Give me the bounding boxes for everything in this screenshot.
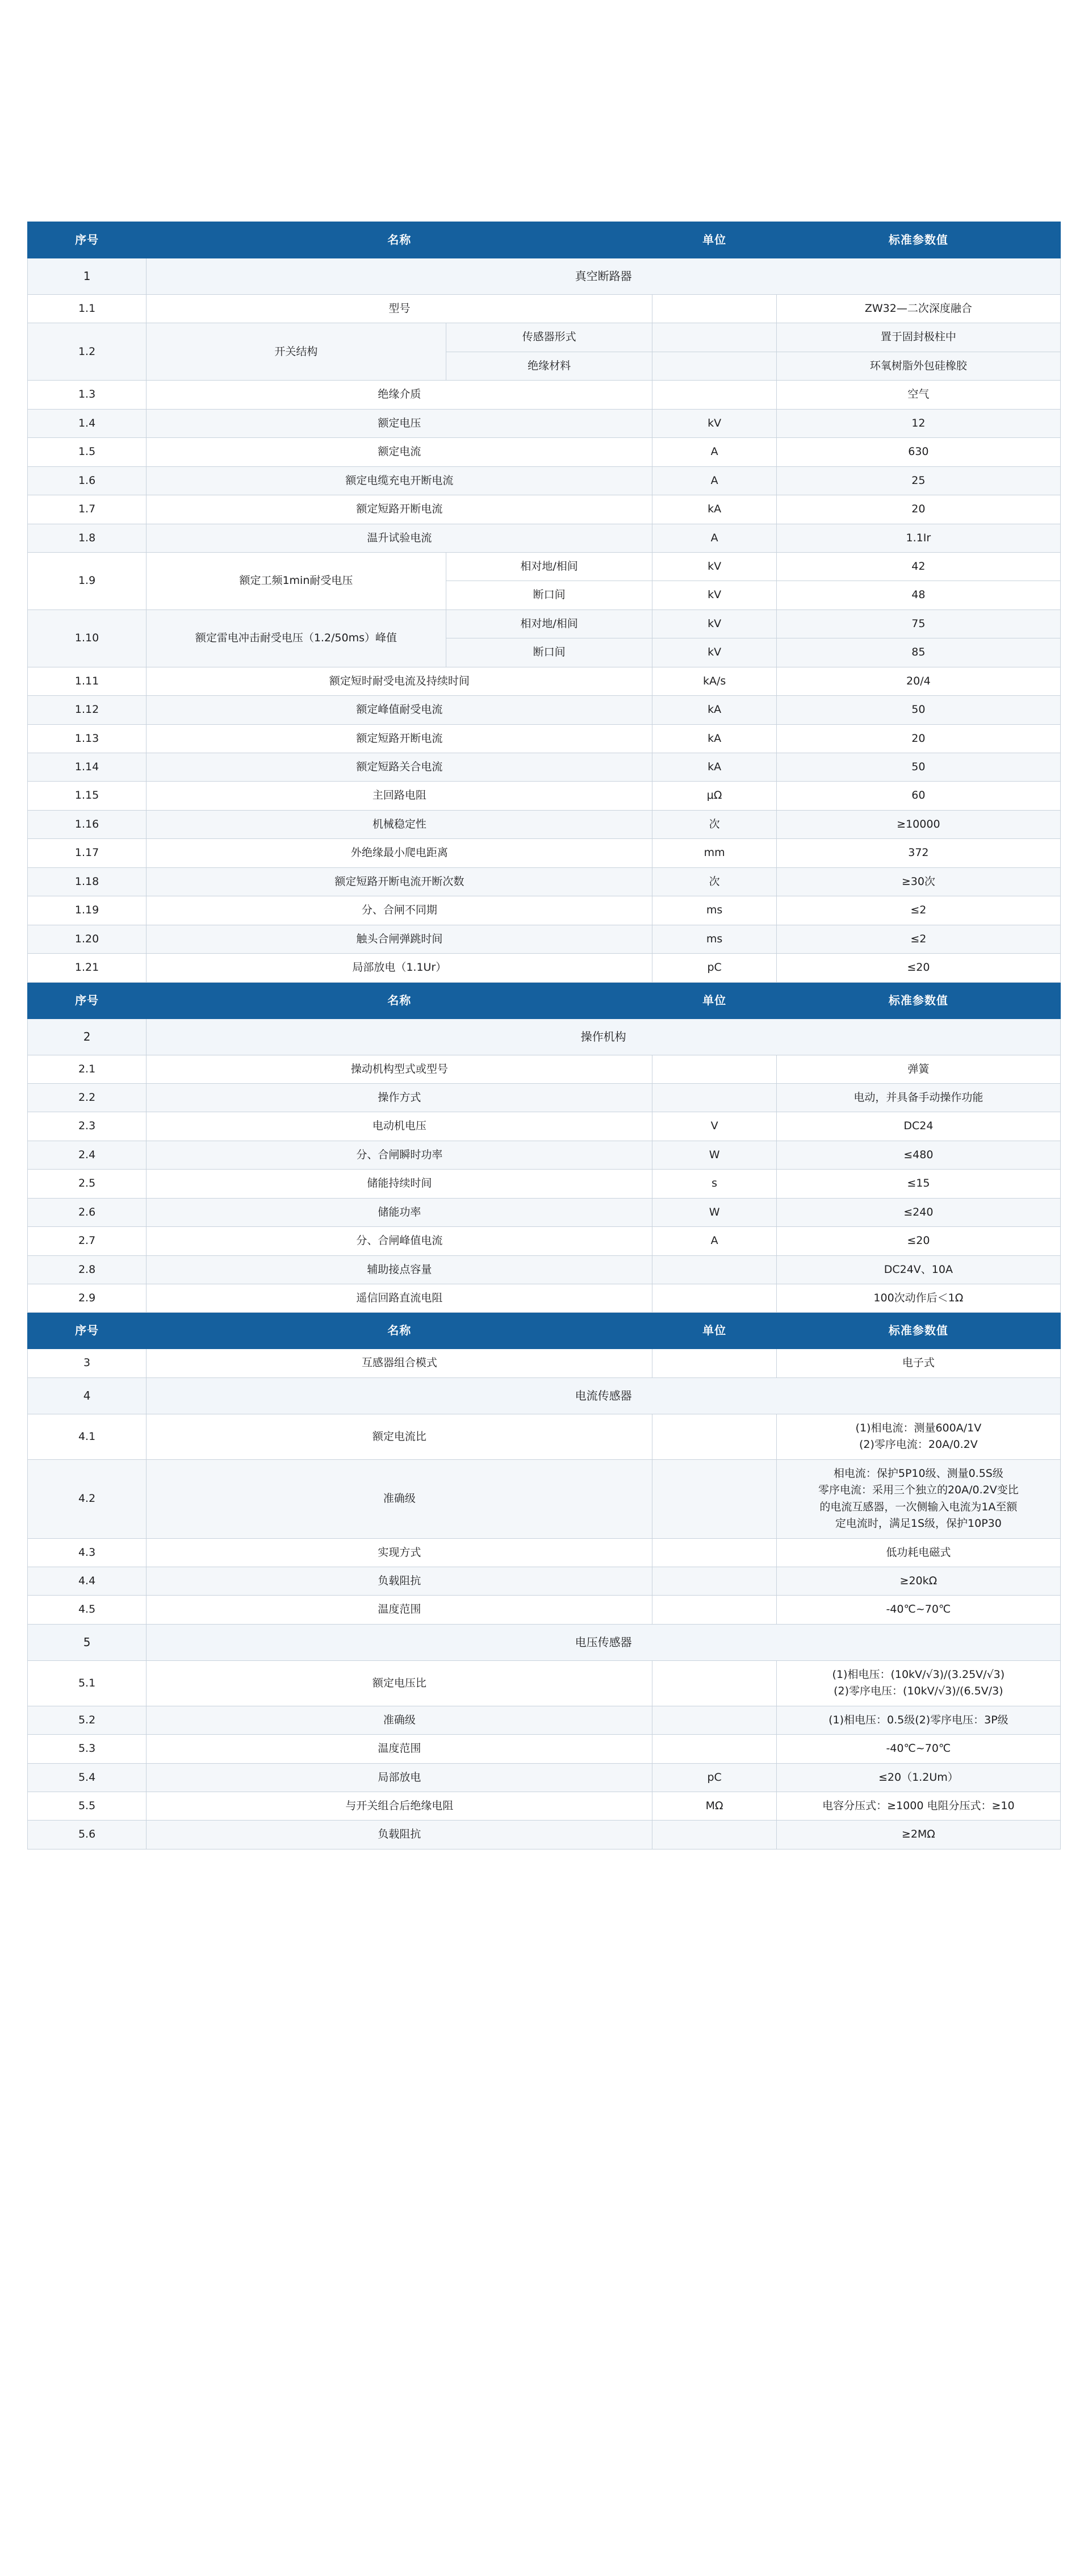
row-name: 开关结构 (147, 323, 446, 381)
row-no: 1.4 (28, 409, 147, 437)
row-name: 温度范围 (147, 1596, 652, 1624)
row-name: 额定电压比 (147, 1660, 652, 1706)
row-name: 准确级 (147, 1459, 652, 1538)
row-unit: μΩ (652, 782, 776, 810)
row-name: 电动机电压 (147, 1112, 652, 1141)
header-name: 名称 (147, 1313, 652, 1349)
table-row (28, 1055, 1061, 1083)
row-name: 主回路电阻 (147, 782, 652, 810)
table-row (28, 438, 1061, 466)
table-row (28, 839, 1061, 867)
row-value: ≤2 (776, 925, 1060, 953)
row-unit (652, 295, 776, 323)
row-no: 2.6 (28, 1198, 147, 1226)
row-unit (652, 1459, 776, 1538)
row-name: 温度范围 (147, 1735, 652, 1763)
row-no: 1.10 (28, 609, 147, 667)
table-row (28, 1227, 1061, 1255)
row-no: 1.9 (28, 552, 147, 609)
row-no: 3 (28, 1349, 147, 1377)
table-row (28, 323, 1061, 352)
row-unit: MΩ (652, 1792, 776, 1821)
row-subname: 相对地/相间 (446, 552, 652, 581)
section-no: 4 (28, 1377, 147, 1414)
row-unit: pC (652, 1763, 776, 1792)
row-value: 电子式 (776, 1349, 1060, 1377)
table-row (28, 1660, 1061, 1706)
table-row (28, 1596, 1061, 1624)
row-name: 局部放电（1.1Ur） (147, 954, 652, 982)
row-no: 1.20 (28, 925, 147, 953)
row-no: 1.15 (28, 782, 147, 810)
row-no: 2.5 (28, 1170, 147, 1198)
value-line: 相电流：保护5P10级、测量0.5S级 (833, 1467, 1003, 1480)
row-unit: kA (652, 753, 776, 782)
row-name: 额定电流比 (147, 1414, 652, 1459)
table-row (28, 552, 1061, 581)
row-name: 分、合闸峰值电流 (147, 1227, 652, 1255)
table-row (28, 696, 1061, 724)
row-name: 额定峰值耐受电流 (147, 696, 652, 724)
row-unit (652, 1083, 776, 1112)
specification-table (27, 222, 1061, 1849)
table-row (28, 1821, 1061, 1849)
section-no: 1 (28, 258, 147, 295)
row-unit: A (652, 466, 776, 495)
table-row (28, 295, 1061, 323)
table-row (28, 925, 1061, 953)
table-row (28, 1567, 1061, 1595)
row-no: 2.1 (28, 1055, 147, 1083)
row-no: 1.5 (28, 438, 147, 466)
row-unit (652, 1821, 776, 1849)
row-unit (652, 1567, 776, 1595)
row-value: ≤240 (776, 1198, 1060, 1226)
header-value: 标准参数值 (776, 1313, 1060, 1349)
row-unit: kV (652, 552, 776, 581)
table-row (28, 609, 1061, 638)
table-row (28, 1112, 1061, 1141)
row-value: ≤2 (776, 896, 1060, 925)
header-no: 序号 (28, 982, 147, 1018)
row-name: 绝缘介质 (147, 381, 652, 409)
row-unit (652, 1735, 776, 1763)
row-no: 1.18 (28, 867, 147, 896)
row-unit (652, 1538, 776, 1567)
row-value: 20 (776, 724, 1060, 753)
row-name: 额定电压 (147, 409, 652, 437)
table-row (28, 1414, 1061, 1459)
row-unit: kA (652, 696, 776, 724)
value-line: (1)相电压：(10kV/√3)/(3.25V/√3) (832, 1668, 1005, 1681)
table-row (28, 1763, 1061, 1792)
row-value: 电容分压式：≥1000 电阻分压式：≥10 (776, 1792, 1060, 1821)
section-row (28, 1018, 1061, 1055)
table-row (28, 495, 1061, 524)
row-name: 储能功率 (147, 1198, 652, 1226)
row-name: 遥信回路直流电阻 (147, 1284, 652, 1313)
row-name: 额定短路开断电流 (147, 724, 652, 753)
row-subname: 传感器形式 (446, 323, 652, 352)
row-value: ≤20（1.2Um） (776, 1763, 1060, 1792)
row-no: 5.3 (28, 1735, 147, 1763)
table-row (28, 896, 1061, 925)
row-unit (652, 1596, 776, 1624)
row-unit: kV (652, 638, 776, 667)
row-name: 机械稳定性 (147, 810, 652, 838)
row-no: 1.3 (28, 381, 147, 409)
row-unit (652, 1706, 776, 1734)
row-no: 5.1 (28, 1660, 147, 1706)
table-row (28, 867, 1061, 896)
row-name: 外绝缘最小爬电距离 (147, 839, 652, 867)
row-no: 1.1 (28, 295, 147, 323)
row-unit (652, 1349, 776, 1377)
row-value: 电动，并具备手动操作功能 (776, 1083, 1060, 1112)
row-name: 温升试验电流 (147, 524, 652, 552)
row-unit: 次 (652, 867, 776, 896)
section-row (28, 1624, 1061, 1660)
row-name: 储能持续时间 (147, 1170, 652, 1198)
table-row (28, 466, 1061, 495)
row-value: 50 (776, 753, 1060, 782)
section-title: 电压传感器 (147, 1624, 1061, 1660)
table-row (28, 1349, 1061, 1377)
row-unit: V (652, 1112, 776, 1141)
table-row (28, 954, 1061, 982)
row-unit: 次 (652, 810, 776, 838)
row-unit (652, 1660, 776, 1706)
table-row (28, 1284, 1061, 1313)
row-subname: 绝缘材料 (446, 352, 652, 380)
header-value: 标准参数值 (776, 982, 1060, 1018)
table-header-row (28, 222, 1061, 258)
row-unit (652, 1255, 776, 1284)
row-no: 5.2 (28, 1706, 147, 1734)
row-unit (652, 1055, 776, 1083)
row-name: 型号 (147, 295, 652, 323)
row-no: 2.3 (28, 1112, 147, 1141)
row-value: ZW32—二次深度融合 (776, 295, 1060, 323)
row-no: 1.7 (28, 495, 147, 524)
row-value: 1.1Ir (776, 524, 1060, 552)
value-line: 的电流互感器，一次侧输入电流为1A至额 (819, 1500, 1018, 1513)
row-unit (652, 1414, 776, 1459)
row-value: -40℃~70℃ (776, 1735, 1060, 1763)
value-line: (2)零序电压：(10kV/√3)/(6.5V/3) (834, 1685, 1003, 1698)
row-name: 额定短路开断电流开断次数 (147, 867, 652, 896)
header-unit: 单位 (652, 1313, 776, 1349)
table-row (28, 1735, 1061, 1763)
row-value: 环氧树脂外包硅橡胶 (776, 352, 1060, 380)
value-line: 定电流时，满足1S级，保护10P30 (835, 1517, 1002, 1530)
row-no: 2.8 (28, 1255, 147, 1284)
header-name: 名称 (147, 982, 652, 1018)
row-no: 1.12 (28, 696, 147, 724)
row-name: 准确级 (147, 1706, 652, 1734)
row-no: 2.2 (28, 1083, 147, 1112)
row-unit: mm (652, 839, 776, 867)
row-value: 85 (776, 638, 1060, 667)
row-name: 触头合闸弹跳时间 (147, 925, 652, 953)
row-name: 实现方式 (147, 1538, 652, 1567)
row-name: 操动机构型式或型号 (147, 1055, 652, 1083)
row-value: 低功耗电磁式 (776, 1538, 1060, 1567)
table-row (28, 524, 1061, 552)
row-name: 操作方式 (147, 1083, 652, 1112)
header-unit: 单位 (652, 222, 776, 258)
row-subname: 相对地/相间 (446, 609, 652, 638)
row-unit: pC (652, 954, 776, 982)
row-no: 4.3 (28, 1538, 147, 1567)
row-value: ≤20 (776, 954, 1060, 982)
value-line: 零序电流：采用三个独立的20A/0.2V变比 (818, 1484, 1019, 1497)
row-value (776, 1414, 1060, 1459)
row-value: 42 (776, 552, 1060, 581)
row-no: 2.7 (28, 1227, 147, 1255)
row-no: 1.13 (28, 724, 147, 753)
row-no: 4.4 (28, 1567, 147, 1595)
row-value (776, 1660, 1060, 1706)
table-row (28, 724, 1061, 753)
section-no: 5 (28, 1624, 147, 1660)
row-no: 1.8 (28, 524, 147, 552)
section-row (28, 1377, 1061, 1414)
table-row (28, 782, 1061, 810)
row-subname: 断口间 (446, 581, 652, 609)
row-value: DC24V、10A (776, 1255, 1060, 1284)
table-row (28, 1538, 1061, 1567)
row-unit: kA (652, 495, 776, 524)
row-name: 与开关组合后绝缘电阻 (147, 1792, 652, 1821)
row-value (776, 1459, 1060, 1538)
row-value: 置于固封极柱中 (776, 323, 1060, 352)
row-name: 局部放电 (147, 1763, 652, 1792)
table-row (28, 1141, 1061, 1169)
table-row (28, 1083, 1061, 1112)
row-unit: W (652, 1198, 776, 1226)
section-no: 2 (28, 1018, 147, 1055)
row-unit: A (652, 524, 776, 552)
row-value: ≥30次 (776, 867, 1060, 896)
row-unit: kV (652, 609, 776, 638)
table-header-row (28, 982, 1061, 1018)
row-value: 25 (776, 466, 1060, 495)
row-value: -40℃~70℃ (776, 1596, 1060, 1624)
row-name: 互感器组合模式 (147, 1349, 652, 1377)
row-unit: W (652, 1141, 776, 1169)
table-row (28, 810, 1061, 838)
row-name: 额定短时耐受电流及持续时间 (147, 667, 652, 695)
header-value: 标准参数值 (776, 222, 1060, 258)
table-row (28, 1792, 1061, 1821)
row-unit: kA/s (652, 667, 776, 695)
row-name: 分、合闸瞬时功率 (147, 1141, 652, 1169)
row-value: 50 (776, 696, 1060, 724)
row-no: 2.4 (28, 1141, 147, 1169)
row-value: ≥20kΩ (776, 1567, 1060, 1595)
row-name: 额定短路关合电流 (147, 753, 652, 782)
table-row (28, 753, 1061, 782)
row-unit: kV (652, 581, 776, 609)
row-name: 分、合闸不同期 (147, 896, 652, 925)
row-name: 额定短路开断电流 (147, 495, 652, 524)
row-no: 1.21 (28, 954, 147, 982)
table-row (28, 409, 1061, 437)
row-value: ≥2MΩ (776, 1821, 1060, 1849)
row-value: 20 (776, 495, 1060, 524)
row-value: ≤20 (776, 1227, 1060, 1255)
row-value: 弹簧 (776, 1055, 1060, 1083)
row-unit: ms (652, 896, 776, 925)
row-no: 2.9 (28, 1284, 147, 1313)
table-row (28, 667, 1061, 695)
row-value: 12 (776, 409, 1060, 437)
row-unit: kV (652, 409, 776, 437)
table-row (28, 1255, 1061, 1284)
row-no: 5.6 (28, 1821, 147, 1849)
table-row (28, 381, 1061, 409)
table-header-row (28, 1313, 1061, 1349)
row-value: 372 (776, 839, 1060, 867)
value-line: (1)相电流：测量600A/1V (855, 1421, 982, 1434)
value-line: (2)零序电流：20A/0.2V (859, 1438, 978, 1451)
row-value: (1)相电压：0.5级(2)零序电压：3P级 (776, 1706, 1060, 1734)
row-unit: ms (652, 925, 776, 953)
row-name: 额定雷电冲击耐受电压（1.2/50ms）峰值 (147, 609, 446, 667)
row-value: 630 (776, 438, 1060, 466)
row-value: ≤15 (776, 1170, 1060, 1198)
section-title: 操作机构 (147, 1018, 1061, 1055)
table-row (28, 1170, 1061, 1198)
row-no: 1.17 (28, 839, 147, 867)
row-unit (652, 352, 776, 380)
table-row (28, 1706, 1061, 1734)
row-value: 100次动作后＜1Ω (776, 1284, 1060, 1313)
row-no: 5.5 (28, 1792, 147, 1821)
row-no: 4.2 (28, 1459, 147, 1538)
header-unit: 单位 (652, 982, 776, 1018)
row-no: 1.16 (28, 810, 147, 838)
section-row (28, 258, 1061, 295)
row-name: 额定电流 (147, 438, 652, 466)
row-value: DC24 (776, 1112, 1060, 1141)
row-name: 负载阻抗 (147, 1567, 652, 1595)
row-unit (652, 323, 776, 352)
table-row (28, 1198, 1061, 1226)
row-name: 额定电缆充电开断电流 (147, 466, 652, 495)
row-name: 辅助接点容量 (147, 1255, 652, 1284)
row-no: 1.14 (28, 753, 147, 782)
row-subname: 断口间 (446, 638, 652, 667)
row-unit (652, 381, 776, 409)
row-value: 48 (776, 581, 1060, 609)
row-unit (652, 1284, 776, 1313)
row-unit: kA (652, 724, 776, 753)
row-unit: s (652, 1170, 776, 1198)
row-no: 1.2 (28, 323, 147, 381)
header-no: 序号 (28, 1313, 147, 1349)
row-value: ≥10000 (776, 810, 1060, 838)
row-value: 20/4 (776, 667, 1060, 695)
row-no: 1.19 (28, 896, 147, 925)
row-name: 额定工频1min耐受电压 (147, 552, 446, 609)
row-no: 4.5 (28, 1596, 147, 1624)
row-no: 1.6 (28, 466, 147, 495)
row-name: 负载阻抗 (147, 1821, 652, 1849)
header-name: 名称 (147, 222, 652, 258)
row-value: 60 (776, 782, 1060, 810)
section-title: 真空断路器 (147, 258, 1061, 295)
row-unit: A (652, 438, 776, 466)
row-value: ≤480 (776, 1141, 1060, 1169)
row-value: 空气 (776, 381, 1060, 409)
row-unit: A (652, 1227, 776, 1255)
header-no: 序号 (28, 222, 147, 258)
row-no: 4.1 (28, 1414, 147, 1459)
section-title: 电流传感器 (147, 1377, 1061, 1414)
row-value: 75 (776, 609, 1060, 638)
row-no: 5.4 (28, 1763, 147, 1792)
table-row (28, 1459, 1061, 1538)
row-no: 1.11 (28, 667, 147, 695)
